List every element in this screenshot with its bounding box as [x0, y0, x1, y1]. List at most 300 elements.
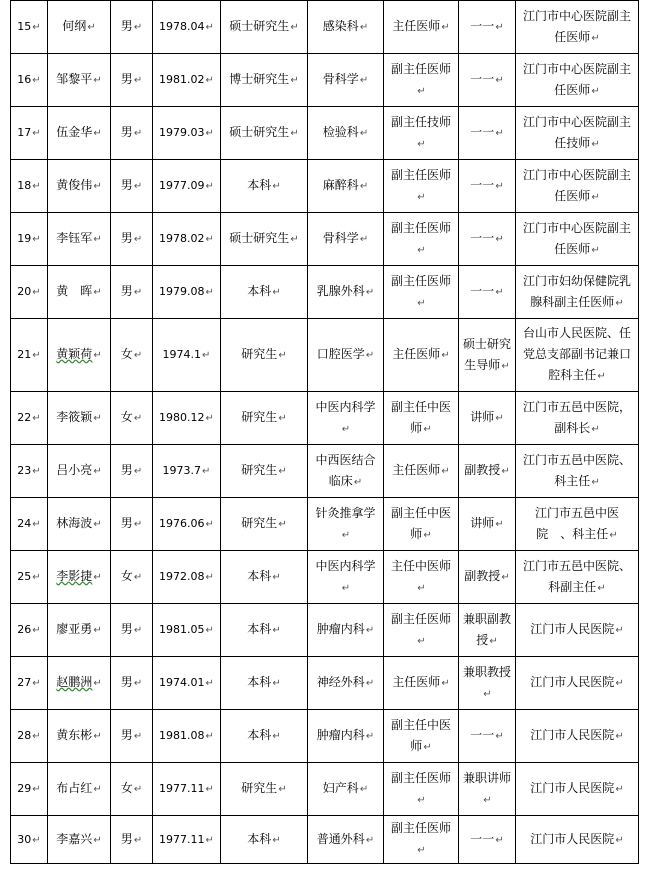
degree-cell-text: 本科: [247, 569, 272, 583]
row-number: [11, 445, 48, 498]
gender-cell-text: 女: [120, 569, 133, 583]
name-cell: [48, 710, 111, 763]
degree-cell: [221, 319, 308, 392]
cell-end-mark: ↵: [417, 138, 426, 150]
unit-cell: [516, 266, 639, 319]
cell-end-mark: ↵: [205, 75, 214, 86]
unit-cell: [516, 551, 639, 604]
cell-end-mark: ↵: [93, 128, 102, 139]
title-cell: [384, 213, 459, 266]
cell-end-mark: ↵: [32, 834, 41, 846]
degree-cell-text: 本科: [247, 178, 272, 192]
cell-end-mark: ↵: [205, 784, 214, 795]
cell-end-mark: ↵: [278, 413, 287, 424]
teaching-title-cell-text: 一一: [470, 125, 495, 139]
row-number-text: 17: [17, 126, 32, 139]
cell-end-mark: ↵: [93, 625, 102, 636]
cell-end-mark: ↵: [32, 678, 41, 689]
table-row: [11, 763, 639, 816]
table-row: [11, 710, 639, 763]
cell-end-mark: ↵: [93, 784, 102, 795]
cell-end-mark: ↵: [417, 794, 426, 806]
cell-end-mark: ↵: [501, 572, 510, 583]
specialty-cell-text: 骨科学: [322, 72, 359, 86]
unit-cell: [516, 392, 639, 445]
cell-end-mark: ↵: [32, 519, 41, 530]
cell-end-mark: ↵: [93, 234, 102, 245]
unit-cell-text: 江门市中心医院副主任医师: [522, 220, 631, 256]
birth-date-cell: [153, 213, 221, 266]
cell-end-mark: ↵: [205, 181, 214, 192]
gender-cell-text: 男: [120, 675, 133, 689]
row-number-text: 30: [17, 832, 32, 846]
specialty-cell-text: 肿瘤内科: [316, 728, 365, 742]
row-number: [11, 498, 48, 551]
cell-end-mark: ↵: [417, 85, 426, 97]
row-number: [11, 266, 48, 319]
cell-end-mark: ↵: [359, 784, 369, 795]
cell-end-mark: ↵: [591, 191, 600, 203]
gender-cell: [111, 213, 153, 266]
degree-cell: [221, 710, 308, 763]
gender-cell: [111, 392, 153, 445]
cell-end-mark: ↵: [359, 234, 369, 245]
title-cell-text: 副主任医师: [390, 273, 451, 288]
cell-end-mark: ↵: [495, 75, 504, 86]
gender-cell: [111, 266, 153, 319]
cell-end-mark: ↵: [501, 466, 510, 477]
degree-cell: [221, 551, 308, 604]
teaching-title-cell: [459, 160, 516, 213]
cell-end-mark: ↵: [495, 731, 504, 742]
specialty-cell: [308, 551, 384, 604]
specialty-cell-text: 口腔医学: [316, 347, 365, 361]
cell-end-mark: ↵: [32, 287, 41, 298]
specialty-cell-text: 针灸推拿学: [315, 505, 376, 520]
cell-end-mark: ↵: [278, 784, 287, 795]
gender-cell-text: 男: [120, 728, 133, 742]
specialty-cell: [308, 816, 384, 864]
title-cell: [384, 266, 459, 319]
cell-end-mark: ↵: [417, 845, 426, 856]
cell-end-mark: ↵: [133, 678, 143, 689]
unit-cell: [516, 816, 639, 864]
birth-date-cell-text: 1981.08: [159, 729, 205, 742]
unit-cell: [516, 1, 639, 54]
unit-cell-text: 江门市中心医院副主任医师: [522, 8, 631, 44]
title-cell: [384, 160, 459, 213]
cell-end-mark: ↵: [133, 466, 143, 477]
degree-cell-text: 硕士研究生: [229, 231, 290, 245]
gender-cell-text: 男: [120, 19, 133, 33]
cell-end-mark: ↵: [272, 181, 281, 192]
gender-cell: [111, 319, 153, 392]
name-cell: [48, 319, 111, 392]
birth-date-cell-text: 1978.02: [159, 232, 205, 245]
unit-cell: [516, 160, 639, 213]
unit-cell: [516, 604, 639, 657]
specialty-cell: [308, 657, 384, 710]
birth-date-cell-text: 1979.08: [159, 285, 205, 298]
table-row: [11, 445, 639, 498]
teaching-title-cell: [459, 551, 516, 604]
teaching-title-cell: [459, 763, 516, 816]
name-cell-text: 林海波: [56, 516, 93, 530]
birth-date-cell-text: 1974.01: [159, 676, 205, 689]
cell-end-mark: ↵: [205, 731, 214, 742]
table-row: [11, 498, 639, 551]
table-row: [11, 107, 639, 160]
specialty-cell-text: 普通外科: [316, 831, 365, 846]
name-cell: [48, 54, 111, 107]
title-cell: [384, 498, 459, 551]
unit-cell-text: 江门市中心医院副主任技师: [522, 114, 631, 150]
birth-date-cell-text: 1979.03: [159, 126, 205, 139]
name-cell-text: 李影捷: [56, 569, 93, 583]
gender-cell-text: 男: [120, 125, 133, 139]
name-cell-text: 何纲: [62, 19, 87, 33]
cell-end-mark: ↵: [441, 678, 450, 689]
unit-cell: [516, 445, 639, 498]
name-cell: [48, 551, 111, 604]
teaching-title-cell-text: 讲师: [470, 410, 495, 424]
row-number-text: 20: [17, 285, 32, 298]
unit-cell-text: 江门市中心医院副主任医师: [522, 61, 631, 97]
cell-end-mark: ↵: [133, 572, 143, 583]
degree-cell: [221, 266, 308, 319]
cell-end-mark: ↵: [133, 784, 143, 795]
teaching-title-cell: [459, 657, 516, 710]
title-cell: [384, 816, 459, 864]
cell-end-mark: ↵: [32, 181, 41, 192]
cell-end-mark: ↵: [597, 371, 606, 382]
name-cell: [48, 107, 111, 160]
name-cell-text: 伍金华: [56, 125, 93, 139]
teaching-title-cell-text: 兼职副教授: [462, 611, 511, 647]
gender-cell: [111, 763, 153, 816]
cell-end-mark: ↵: [272, 572, 281, 583]
cell-end-mark: ↵: [133, 350, 143, 361]
birth-date-cell: [153, 551, 221, 604]
cell-end-mark: ↵: [359, 75, 369, 86]
row-number: [11, 816, 48, 864]
degree-cell: [221, 213, 308, 266]
gender-cell: [111, 107, 153, 160]
cell-end-mark: ↵: [133, 22, 143, 33]
unit-cell-text: 江门市五邑中医院，副科长: [522, 399, 631, 435]
degree-cell: [221, 160, 308, 213]
row-number: [11, 319, 48, 392]
cell-end-mark: ↵: [93, 572, 102, 583]
cell-end-mark: ↵: [32, 466, 41, 477]
teaching-title-cell: [459, 498, 516, 551]
row-number-text: 29: [17, 782, 32, 795]
name-cell: [48, 392, 111, 445]
cell-end-mark: ↵: [341, 582, 351, 594]
gender-cell: [111, 54, 153, 107]
unit-cell: [516, 319, 639, 392]
name-cell-text: 黄 晖: [56, 284, 93, 298]
table-row: [11, 266, 639, 319]
degree-cell: [221, 816, 308, 864]
cell-end-mark: ↵: [495, 834, 504, 846]
birth-date-cell-text: 1977.11: [159, 832, 205, 846]
title-cell: [384, 657, 459, 710]
name-cell-text: 黄东彬: [56, 728, 93, 742]
specialty-cell-text: 中医内科学: [315, 399, 376, 414]
cell-end-mark: ↵: [353, 476, 363, 488]
cell-end-mark: ↵: [495, 128, 504, 139]
birth-date-cell-text: 1977.11: [159, 782, 205, 795]
birth-date-cell: [153, 445, 221, 498]
cell-end-mark: ↵: [93, 834, 102, 846]
cell-end-mark: ↵: [133, 625, 143, 636]
cell-end-mark: ↵: [93, 413, 102, 424]
cell-end-mark: ↵: [501, 360, 510, 372]
cell-end-mark: ↵: [359, 22, 369, 33]
cell-end-mark: ↵: [417, 635, 426, 647]
cell-end-mark: ↵: [278, 519, 287, 530]
cell-end-mark: ↵: [278, 466, 287, 477]
cell-end-mark: ↵: [615, 834, 624, 846]
specialty-cell: [308, 604, 384, 657]
cell-end-mark: ↵: [205, 234, 214, 245]
cell-end-mark: ↵: [202, 350, 211, 361]
degree-cell-text: 本科: [247, 675, 272, 689]
cell-end-mark: ↵: [133, 413, 143, 424]
cell-end-mark: ↵: [423, 529, 432, 541]
table-row: [11, 816, 639, 864]
unit-cell: [516, 213, 639, 266]
teaching-title-cell: [459, 1, 516, 54]
birth-date-cell-text: 1972.08: [159, 570, 205, 583]
gender-cell-text: 男: [120, 516, 133, 530]
name-cell: [48, 445, 111, 498]
name-cell-text: 廖亚勇: [56, 622, 93, 636]
cell-end-mark: ↵: [495, 22, 504, 33]
gender-cell-text: 男: [120, 284, 133, 298]
table-row: [11, 319, 639, 392]
title-cell: [384, 54, 459, 107]
teaching-title-cell-text: 讲师: [470, 516, 495, 530]
specialty-cell: [308, 107, 384, 160]
row-number: [11, 392, 48, 445]
name-cell: [48, 498, 111, 551]
name-cell: [48, 160, 111, 213]
cell-end-mark: ↵: [483, 794, 492, 806]
cell-end-mark: ↵: [290, 22, 299, 33]
specialty-cell-text: 神经外科: [316, 675, 365, 689]
cell-end-mark: ↵: [133, 287, 143, 298]
cell-end-mark: ↵: [615, 625, 624, 636]
title-cell-text: 主任医师: [392, 19, 441, 33]
cell-end-mark: ↵: [359, 181, 369, 192]
title-cell-text: 主任医师: [392, 347, 441, 361]
cell-end-mark: ↵: [423, 741, 432, 753]
gender-cell: [111, 1, 153, 54]
specialty-cell: [308, 213, 384, 266]
teaching-title-cell: [459, 710, 516, 763]
cell-end-mark: ↵: [495, 234, 504, 245]
cell-end-mark: ↵: [495, 519, 504, 530]
cell-end-mark: ↵: [278, 350, 287, 361]
cell-end-mark: ↵: [93, 350, 102, 361]
cell-end-mark: ↵: [441, 22, 450, 33]
cell-end-mark: ↵: [272, 625, 281, 636]
cell-end-mark: ↵: [365, 350, 375, 361]
birth-date-cell: [153, 498, 221, 551]
row-number: [11, 551, 48, 604]
title-cell-text: 副主任医师: [390, 61, 451, 76]
specialty-cell-text: 肿瘤内科: [316, 622, 365, 636]
specialty-cell: [308, 392, 384, 445]
birth-date-cell-text: 1974.1: [162, 348, 202, 361]
cell-end-mark: ↵: [489, 635, 498, 647]
row-number-text: 18: [17, 179, 32, 192]
cell-end-mark: ↵: [359, 128, 369, 139]
unit-cell-text: 江门市妇幼保健院乳腺科副主任医师: [522, 273, 631, 309]
teaching-title-cell-text: 一一: [470, 231, 495, 245]
title-cell: [384, 445, 459, 498]
title-cell-text: 副主任中医师: [390, 717, 451, 753]
birth-date-cell-text: 1977.09: [159, 179, 205, 192]
degree-cell-text: 研究生: [241, 347, 278, 361]
cell-end-mark: ↵: [32, 22, 41, 33]
cell-end-mark: ↵: [133, 75, 143, 86]
cell-end-mark: ↵: [205, 287, 214, 298]
birth-date-cell: [153, 266, 221, 319]
birth-date-cell: [153, 54, 221, 107]
cell-end-mark: ↵: [441, 466, 450, 477]
unit-cell-text: 台山市人民医院、任党总支部副书记兼口腔科主任: [522, 326, 631, 382]
row-number: [11, 657, 48, 710]
row-number-text: 24: [17, 517, 32, 530]
teaching-title-cell-text: 副教授: [464, 463, 501, 477]
row-number: [11, 160, 48, 213]
specialty-cell-text: 麻醉科: [322, 178, 359, 192]
name-cell-text: 李筱颖: [56, 410, 93, 424]
specialty-cell: [308, 498, 384, 551]
degree-cell-text: 研究生: [241, 410, 278, 424]
name-cell: [48, 604, 111, 657]
teaching-title-cell: [459, 319, 516, 392]
birth-date-cell-text: 1976.06: [159, 517, 205, 530]
title-cell: [384, 551, 459, 604]
row-number: [11, 604, 48, 657]
gender-cell: [111, 816, 153, 864]
degree-cell: [221, 392, 308, 445]
cell-end-mark: ↵: [272, 731, 281, 742]
row-number-text: 15: [17, 20, 32, 33]
title-cell-text: 副主任医师: [390, 220, 451, 235]
cell-end-mark: ↵: [133, 519, 143, 530]
degree-cell-text: 博士研究生: [229, 72, 290, 86]
cell-end-mark: ↵: [365, 678, 375, 689]
row-number: [11, 213, 48, 266]
cell-end-mark: ↵: [205, 413, 214, 424]
gender-cell-text: 男: [120, 178, 133, 192]
specialty-cell-text: 检验科: [322, 125, 359, 139]
degree-cell: [221, 763, 308, 816]
specialty-cell-text: 妇产科: [322, 781, 359, 795]
cell-end-mark: ↵: [591, 85, 600, 97]
cell-end-mark: ↵: [290, 128, 299, 139]
table-row: [11, 604, 639, 657]
teaching-title-cell-text: 一一: [470, 728, 495, 742]
teaching-title-cell-text: 兼职教授: [462, 664, 511, 679]
gender-cell: [111, 657, 153, 710]
title-cell: [384, 710, 459, 763]
name-cell-text: 赵鹏洲: [56, 675, 93, 689]
specialty-cell: [308, 266, 384, 319]
title-cell-text: 主任医师: [392, 463, 441, 477]
degree-cell-text: 研究生: [241, 463, 278, 477]
degree-cell: [221, 107, 308, 160]
specialty-cell: [308, 160, 384, 213]
unit-cell-text: 江门市五邑中医院、科副主任: [522, 558, 631, 594]
staff-table: [10, 0, 639, 864]
title-cell-text: 主任医师: [392, 675, 441, 689]
cell-end-mark: ↵: [205, 834, 214, 846]
name-cell: [48, 657, 111, 710]
birth-date-cell: [153, 319, 221, 392]
row-number-text: 22: [17, 411, 32, 424]
cell-end-mark: ↵: [272, 287, 281, 298]
unit-cell-text: 江门市五邑中医院 、科主任: [534, 505, 619, 541]
gender-cell-text: 男: [120, 72, 133, 86]
specialty-cell: [308, 1, 384, 54]
cell-end-mark: ↵: [93, 731, 102, 742]
row-number-text: 27: [17, 676, 32, 689]
birth-date-cell: [153, 816, 221, 864]
teaching-title-cell-text: 一一: [470, 831, 495, 846]
unit-cell-text: 江门市人民医院: [530, 831, 615, 846]
cell-end-mark: ↵: [609, 529, 618, 541]
cell-end-mark: ↵: [615, 731, 624, 742]
unit-cell-text: 江门市人民医院: [530, 675, 615, 689]
title-cell: [384, 1, 459, 54]
teaching-title-cell: [459, 816, 516, 864]
unit-cell: [516, 54, 639, 107]
gender-cell-text: 男: [120, 231, 133, 245]
birth-date-cell: [153, 160, 221, 213]
cell-end-mark: ↵: [205, 22, 214, 33]
title-cell: [384, 392, 459, 445]
table-row: [11, 1, 639, 54]
cell-end-mark: ↵: [483, 688, 492, 700]
title-cell: [384, 319, 459, 392]
cell-end-mark: ↵: [32, 625, 41, 636]
cell-end-mark: ↵: [417, 191, 426, 203]
cell-end-mark: ↵: [290, 234, 299, 245]
cell-end-mark: ↵: [495, 287, 504, 298]
title-cell: [384, 604, 459, 657]
title-cell-text: 副主任医师: [390, 821, 451, 835]
degree-cell-text: 本科: [247, 728, 272, 742]
cell-end-mark: ↵: [205, 519, 214, 530]
cell-end-mark: ↵: [32, 413, 41, 424]
cell-end-mark: ↵: [133, 834, 143, 846]
cell-end-mark: ↵: [423, 423, 432, 435]
cell-end-mark: ↵: [417, 244, 426, 256]
name-cell: [48, 763, 111, 816]
cell-end-mark: ↵: [93, 678, 102, 689]
cell-end-mark: ↵: [495, 413, 504, 424]
specialty-cell-text: 中西医结合临床: [315, 452, 376, 488]
table-row: [11, 213, 639, 266]
teaching-title-cell-text: 兼职讲师: [462, 770, 511, 785]
cell-end-mark: ↵: [597, 582, 606, 594]
